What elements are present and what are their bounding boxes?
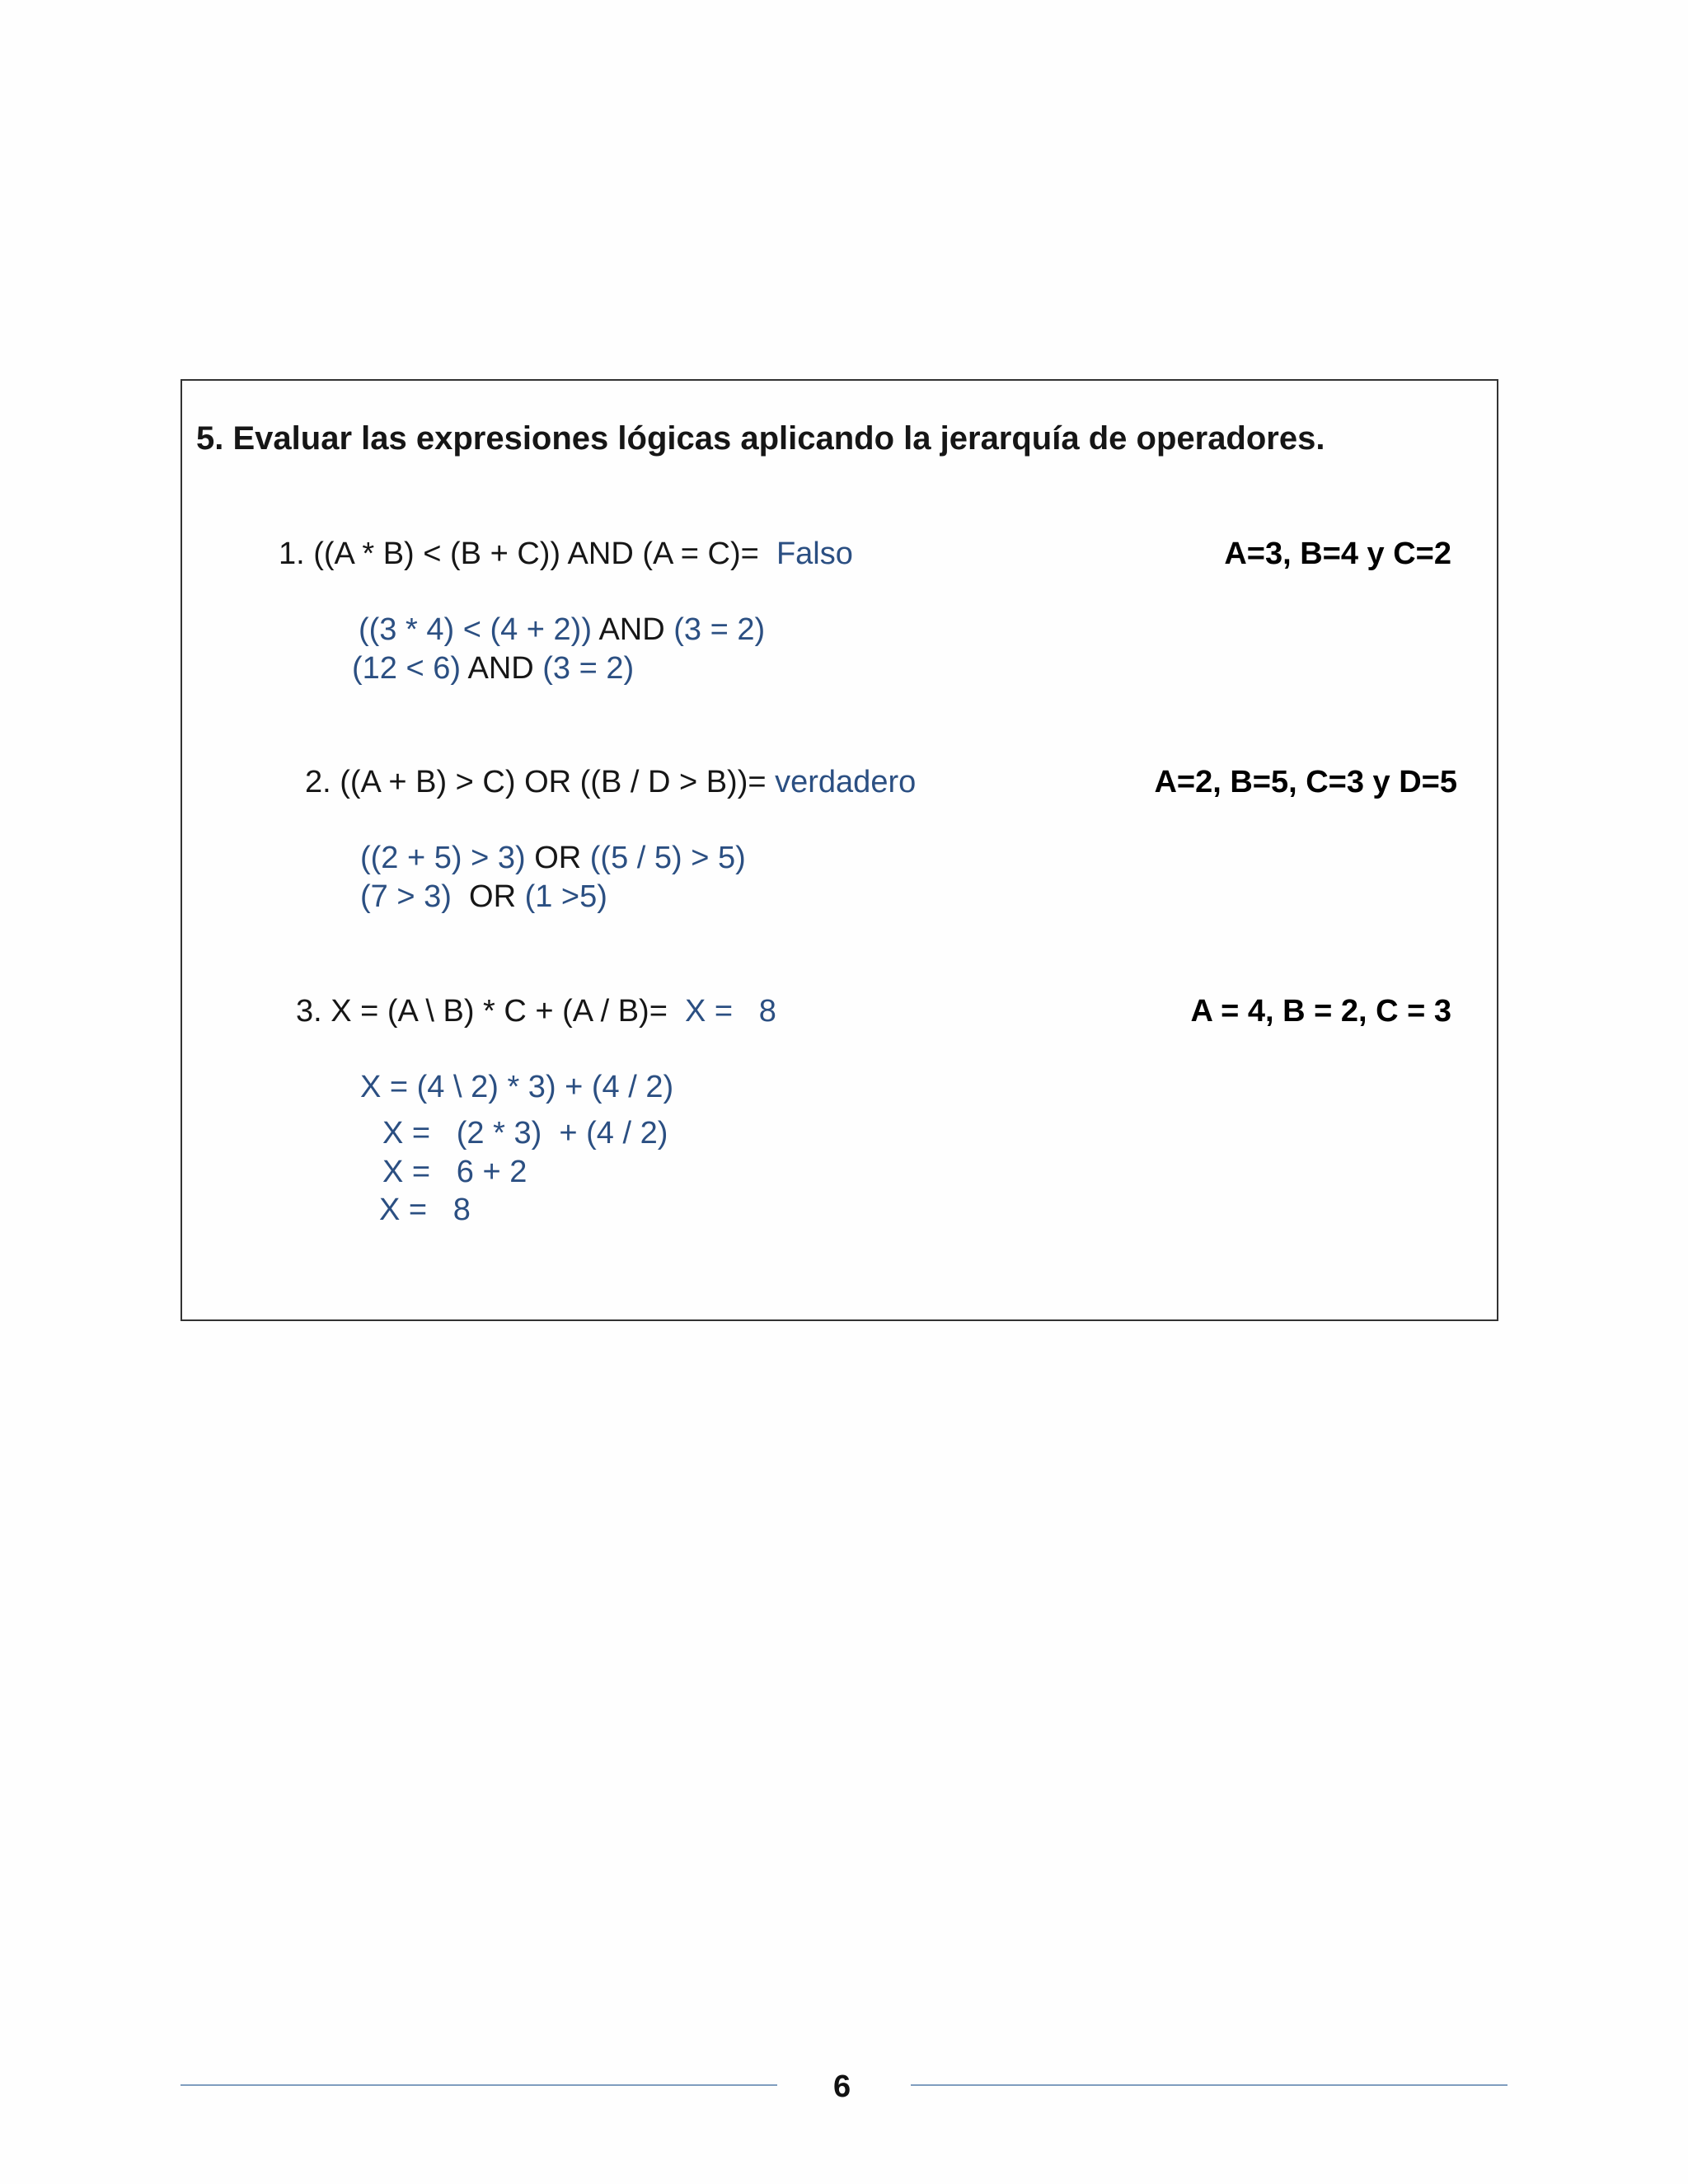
exercise-3-step-1: X = (4 \ 2) * 3) + (4 / 2) bbox=[360, 1070, 674, 1104]
exercise-3-step-2: X = (2 * 3) + (4 / 2) bbox=[382, 1116, 668, 1151]
exercise-2-answer: verdadero bbox=[775, 765, 917, 799]
footer-rule-right bbox=[911, 2084, 1507, 2086]
exercise-3 bbox=[296, 996, 776, 1027]
footer-rule-left bbox=[181, 2084, 777, 2086]
exercise-3-answer: X = 8 bbox=[685, 994, 776, 1029]
exercise-2-step-2: (7 > 3) OR (1 >5) bbox=[360, 879, 607, 914]
exercise-2-values: A=2, B=5, C=3 y D=5 bbox=[1154, 765, 1457, 799]
exercise-3-values: A = 4, B = 2, C = 3 bbox=[1190, 994, 1451, 1029]
exercise-1-step-2: (12 < 6) AND (3 = 2) bbox=[352, 651, 635, 686]
exercise-1-expression: 1. ((A * B) < (B + C)) AND (A = C)= bbox=[279, 537, 759, 571]
exercise-1 bbox=[279, 538, 853, 569]
exercise-1-values: A=3, B=4 y C=2 bbox=[1224, 537, 1451, 571]
exercise-heading: 5. Evaluar las expresiones lógicas aplicando la jerarquía de operadores. bbox=[196, 420, 1325, 457]
page-number: 6 bbox=[833, 2069, 851, 2104]
exercise-3-step-3: X = 6 + 2 bbox=[382, 1155, 528, 1189]
exercise-1-step-1: ((3 * 4) < (4 + 2)) AND (3 = 2) bbox=[359, 612, 766, 647]
exercise-2 bbox=[305, 766, 916, 798]
exercise-3-step-4: X = 8 bbox=[379, 1193, 471, 1227]
exercise-2-expression: 2. ((A + B) > C) OR ((B / D > B))= bbox=[305, 765, 767, 799]
exercise-3-expression: 3. X = (A \ B) * C + (A / B)= bbox=[296, 994, 668, 1029]
exercise-1-answer: Falso bbox=[776, 537, 853, 571]
exercise-2-step-1: ((2 + 5) > 3) OR ((5 / 5) > 5) bbox=[360, 841, 746, 875]
